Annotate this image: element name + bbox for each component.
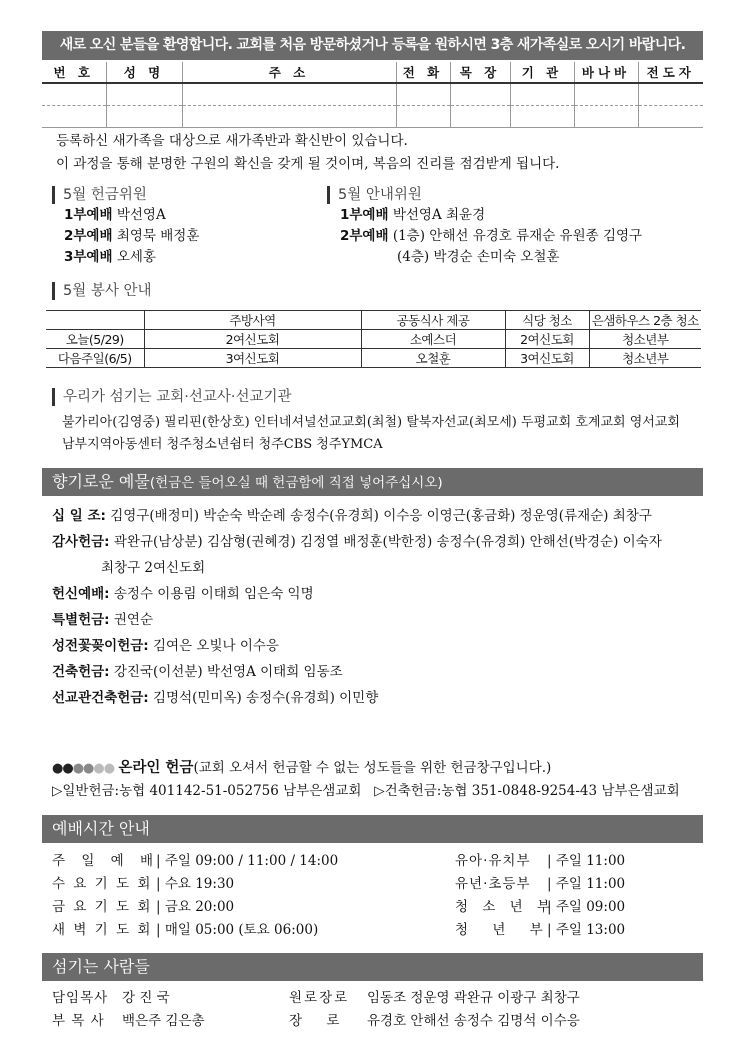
service-header-row [46,311,701,330]
blank-cell[interactable] [510,83,574,106]
service-name: 새 벽 기 도 회 [52,922,153,938]
missions-line: 남부지역아동센터 청주청소년쉼터 청주CBS 청주YMCA [62,437,383,452]
role-names: 임동조 정운영 곽완규 이광구 최창구 [367,990,580,1006]
worship-times-title: 예배시간 안내 [52,819,150,838]
blank-cell[interactable] [396,83,450,106]
column-header: 주방사역 [144,311,361,330]
service-guide-title: 5월 봉사 안내 [52,282,151,300]
offering-label: 건축헌금: [52,664,110,680]
column-header: 성 명 [106,62,182,83]
missions-line: 불가리아(김영중) 필리핀(한상호) 인터네셔널선교교회(최철) 탈북자선교(최모세) 두평교회 호계교회 영서교회 [62,415,680,430]
worship-times-header [42,815,703,843]
missions-list [62,412,680,456]
roster-label: 1부예배 [340,207,389,223]
service-name: 청 소 년 부 [455,899,556,915]
offering-label: 헌신예배: [52,586,110,602]
missions-title: 우리가 섬기는 교회·선교사·선교기관 [52,388,292,406]
roster-label: 2부예배 [340,228,389,244]
offering-names: 최창구 2여신도회 [101,560,206,576]
service-name: 유년·초등부 [455,876,531,892]
table-cell: 청소년부 [589,349,701,368]
blank-cell[interactable] [396,106,450,128]
blank-cell[interactable] [638,106,703,128]
role-names: 백은주 김은총 [122,1013,205,1029]
online-offering-desc: (교회 오셔서 헌금할 수 없는 성도들을 위한 헌금창구입니다.) [193,760,552,776]
service-name: 청 년 부 [455,922,553,938]
worship-times-right [455,850,625,942]
column-header: 은샘하우스 2층 청소 [589,311,701,330]
servants-header [42,953,703,981]
blank-cell[interactable] [574,83,638,106]
table-cell: 2여신도회 [505,330,589,349]
table-row [46,349,701,368]
offering-label: 성전꽃꽂이헌금: [52,638,149,654]
elders-list [289,987,580,1033]
service-time: | 주일 13:00 [547,922,626,938]
service-guide-table [46,310,701,368]
offering-names: 김명석(민미옥) 송정수(유경희) 이민향 [152,690,379,706]
offering-label: 감사헌금: [52,534,110,550]
service-name: 주 일 예 배 [52,853,160,869]
general-account: ▷일반헌금:농협 401142-51-052756 남부은샘교회 [52,783,362,799]
roster-label: 1부예배 [64,207,113,223]
column-header: 공동식사 제공 [361,311,505,330]
blank-cell[interactable] [638,83,703,106]
dots-decoration: ●●●●●● [52,761,115,776]
blank-cell[interactable] [42,83,106,106]
registration-blank-row [42,106,703,128]
service-time: | 주일 11:00 [547,853,626,869]
offerings-list [52,503,662,711]
roster-names: (4층) 박경순 손미숙 오철훈 [397,249,560,265]
usher-committee-title: 5월 안내위원 [327,186,422,204]
blank-cell[interactable] [450,83,510,106]
service-time: | 매일 05:00 (토요 06:00) [156,922,319,938]
blank-cell[interactable] [510,106,574,128]
servants-title: 섬기는 사람들 [52,957,150,976]
table-cell: 3여신도회 [144,349,361,368]
service-time: | 금요 20:00 [156,899,235,915]
registration-header-row [42,62,703,83]
role-label: 담임목사 [52,990,109,1006]
welcome-banner: 새로 오신 분들을 환영합니다. 교회를 처음 방문하셨거나 등록을 원하시면 3층 새가족실로 오시기 바랍니다. [42,31,703,60]
blank-cell[interactable] [106,83,182,106]
offering-committee-title: 5월 헌금위원 [52,186,147,204]
note-line: 등록하신 새가족을 대상으로 새가족반과 확신반이 있습니다. [56,133,408,149]
column-header: 바나바 [574,62,638,83]
table-cell: 청소년부 [589,330,701,349]
column-header: 주 소 [182,62,396,83]
role-label: 원로장로 [289,990,350,1006]
column-header: 목 장 [450,62,510,83]
role-names: 강 진 국 [122,990,170,1006]
offering-committee-roster [64,205,199,268]
column-header: 전도자 [638,62,703,83]
blank-cell[interactable] [106,106,182,128]
offerings-subtitle: (헌금은 들어오실 때 헌금함에 직접 넣어주십시오) [149,475,443,491]
table-cell: 2여신도회 [144,330,361,349]
offering-names: 강진국(이선분) 박선영A 이태희 임동조 [113,664,343,680]
blank-cell[interactable] [182,83,396,106]
blank-cell[interactable] [450,106,510,128]
roster-label: 3부예배 [64,249,113,265]
offering-names: 곽완규(남상분) 김삼형(권혜경) 김정열 배정훈(박한정) 송정수(유경희) 안해선(박경순) 이숙자 [113,534,662,550]
roster-names: 오세홍 [116,249,156,265]
blank-cell[interactable] [182,106,396,128]
blank-cell[interactable] [42,106,106,128]
service-name: 금 요 기 도 회 [52,899,153,915]
service-time: | 주일 11:00 [547,876,626,892]
service-name: 유아·유치부 [455,853,531,869]
registration-blank-row [42,83,703,106]
offering-label: 십 일 조: [52,508,106,524]
table-cell: 오늘(5/29) [46,330,144,349]
column-header: 전 화 [396,62,450,83]
worship-times-left [52,850,338,942]
online-offering-title: 온라인 헌금 [118,760,194,776]
offerings-header [42,468,703,496]
building-account: ▷건축헌금:농협 351-0848-9254-43 남부은샘교회 [374,783,680,799]
column-header [46,311,144,330]
online-offering [52,757,680,802]
roster-names: 박선영A [116,207,166,223]
newcomer-notes [56,130,559,176]
column-header: 식당 청소 [505,311,589,330]
offering-names: 김영구(배정미) 박순숙 박순례 송정수(유경희) 이수응 이영근(홍금화) 정운영(류재순) 최창구 [110,508,652,524]
offering-names: 송정수 이용림 이태희 임은숙 익명 [113,586,314,602]
service-name: 수 요 기 도 회 [52,876,153,892]
table-cell: 다음주일(6/5) [46,349,144,368]
offering-names: 권연순 [113,612,153,628]
pastors-list [52,987,205,1033]
role-label: 장 로 [289,1013,350,1029]
offerings-title: 향기로운 예물 [52,472,150,491]
usher-committee-roster [340,205,642,268]
blank-cell[interactable] [574,106,638,128]
offering-label: 선교관건축헌금: [52,690,149,706]
roster-names: 박선영A 최윤경 [392,207,486,223]
role-label: 부 목 사 [52,1013,105,1029]
offering-names: 김여은 오빛나 이수응 [152,638,279,654]
table-cell: 오철훈 [361,349,505,368]
column-header: 기 관 [510,62,574,83]
offering-label: 특별헌금: [52,612,110,628]
service-time: | 주일 09:00 / 11:00 / 14:00 [156,853,339,869]
note-line: 이 과정을 통해 분명한 구원의 확신을 갖게 될 것이며, 복음의 진리를 점검받게 됩니다. [56,156,560,172]
registration-table [42,62,703,128]
column-header: 번 호 [42,62,106,83]
service-time: | 수요 19:30 [156,876,235,892]
roster-names: 최영묵 배정훈 [116,228,200,244]
table-row [46,330,701,349]
roster-label: 2부예배 [64,228,113,244]
service-time: | 주일 09:00 [547,899,626,915]
table-cell: 3여신도회 [505,349,589,368]
roster-names: (1층) 안해선 유경호 류재순 유원종 김영구 [392,228,643,244]
role-names: 유경호 안해선 송정수 김명석 이수응 [367,1013,580,1029]
table-cell: 소예스더 [361,330,505,349]
